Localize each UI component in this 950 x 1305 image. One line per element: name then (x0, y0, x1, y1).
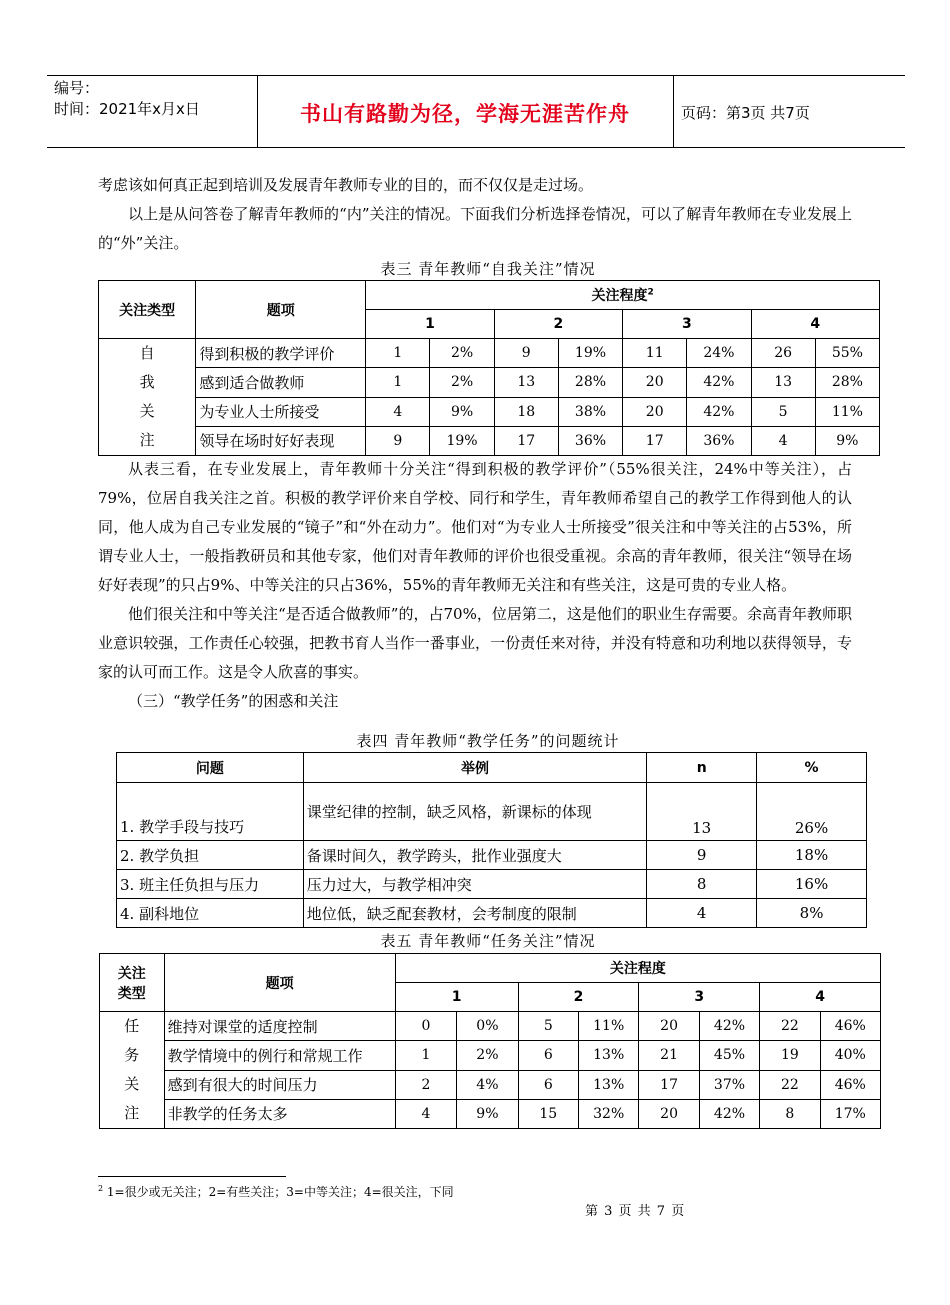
paragraph-3: 从表三看，在专业发展上，青年教师十分关注“得到积极的教学评价”（55%很关注，24%中等关注），占79%，位居自我关注之首。积极的教学评价来自学校、同行和学生，青年教师希望自己的教学工作得到他人的认同，他人成为自己专业发展的“镜子”和“外在动力”。他们对“为专业人士所接受”很关注和中等关注的占53%，所谓专业人士，一般指教研员和其他专家，他们对青年教师的评价也很受重视。余高的青年教师，很关注“领导在场好好表现”的只占9%、中等关注的只占36%，55%的青年教师无关注和有些关注，这是可贵的专业人格。 (98, 460, 852, 594)
table-cell: 21 (639, 1041, 699, 1070)
table-cell: 55% (815, 339, 879, 368)
table3-level-3: 3 (623, 310, 751, 339)
table5-group-label: 任 务 关 注 (100, 1012, 165, 1129)
table-cell: 36% (558, 426, 622, 455)
table3-level-4: 4 (751, 310, 879, 339)
table-cell: 8 (760, 1099, 820, 1128)
section-3-heading: （三）“教学任务”的困惑和关注 (128, 692, 339, 710)
table-cell: 11% (579, 1012, 639, 1041)
table-cell: 36% (687, 426, 751, 455)
table5-caption: 表五 青年教师“任务关注”情况 (380, 932, 596, 950)
analysis-paragraphs (98, 455, 852, 716)
table-cell: 45% (699, 1041, 759, 1070)
table-cell: 20 (623, 368, 687, 397)
table-cell: 0% (457, 1012, 518, 1041)
table-cell: 20 (639, 1099, 699, 1128)
table-cell: 15 (518, 1099, 578, 1128)
table-cell: 19 (760, 1041, 820, 1070)
header-meta (54, 78, 200, 120)
table3-caption: 表三 青年教师“自我关注”情况 (380, 260, 596, 278)
intro-paragraphs (98, 171, 852, 258)
table4-task-problems (116, 752, 867, 928)
table-cell: 17 (494, 426, 558, 455)
table-cell: 9 (366, 426, 430, 455)
table-cell: 4% (457, 1070, 518, 1099)
table-cell: 42% (687, 397, 751, 426)
table-cell: 42% (687, 368, 751, 397)
table-cell: 46% (820, 1012, 880, 1041)
table-cell: 5 (518, 1012, 578, 1041)
table-cell: 42% (699, 1099, 759, 1128)
table-cell: 13% (579, 1041, 639, 1070)
table-cell: 1 (366, 339, 430, 368)
table-row-problem: 4. 副科地位 (117, 899, 304, 928)
table-cell: 18% (757, 841, 867, 870)
table-cell: 46% (820, 1070, 880, 1099)
table4-header-percent: % (757, 753, 867, 783)
table-cell: 13 (751, 368, 815, 397)
table-cell: 8 (647, 870, 757, 899)
table-cell: 26% (757, 783, 867, 841)
table-cell: 5 (751, 397, 815, 426)
table-cell: 9 (494, 339, 558, 368)
table-cell: 28% (558, 368, 622, 397)
table3-level-2: 2 (494, 310, 622, 339)
table5-header-level: 关注程度 (395, 954, 880, 983)
doc-time-label: 时间：2021年x月x日 (54, 100, 200, 118)
table3-header-item: 题项 (196, 281, 366, 339)
table-row-item: 非教学的任务太多 (164, 1099, 395, 1128)
table-cell: 4 (366, 397, 430, 426)
table-cell: 26 (751, 339, 815, 368)
table-row-item: 领导在场时好好表现 (196, 426, 366, 455)
table-row-example: 地位低，缺乏配套教材，会考制度的限制 (303, 899, 647, 928)
footnote-rule (98, 1176, 286, 1177)
table-cell: 37% (699, 1070, 759, 1099)
table-cell: 4 (751, 426, 815, 455)
table-cell: 42% (699, 1012, 759, 1041)
table-cell: 1 (395, 1041, 456, 1070)
header-bottom-rule (47, 147, 905, 148)
table-row-item: 维持对课堂的适度控制 (164, 1012, 395, 1041)
table-row-item: 感到适合做教师 (196, 368, 366, 397)
table-cell: 22 (760, 1070, 820, 1099)
paragraph-4: 他们很关注和中等关注“是否适合做教师”的，占70%，位居第二，这是他们的职业生存需要。余高青年教师职业意识较强，工作责任心较强，把教书育人当作一番事业，一份责任来对待，并没有特意和功利地以获得领导，专家的认可而工作。这是令人欣喜的事实。 (98, 605, 852, 681)
table-cell: 32% (579, 1099, 639, 1128)
table-cell: 17% (820, 1099, 880, 1128)
table4-header-problem: 问题 (117, 753, 304, 783)
table-cell: 9% (430, 397, 494, 426)
page-footer: 第 3 页 共 7 页 (585, 1204, 686, 1219)
header-page-label: 页码：第3页 共7页 (681, 104, 810, 122)
table-row-problem: 1. 教学手段与技巧 (117, 783, 304, 841)
table-cell: 24% (687, 339, 751, 368)
table-cell: 18 (494, 397, 558, 426)
table-cell: 20 (639, 1012, 699, 1041)
table-cell: 4 (647, 899, 757, 928)
table-cell: 19% (558, 339, 622, 368)
table-cell: 19% (430, 426, 494, 455)
table5-header-item: 题项 (164, 954, 395, 1012)
table-cell: 1 (366, 368, 430, 397)
table3-self-concern (98, 280, 880, 456)
header-motto: 书山有路勤为径，学海无涯苦作舟 (300, 102, 630, 126)
table-row-example: 课堂纪律的控制，缺乏风格，新课标的体现 (303, 783, 647, 841)
table3-level-1: 1 (366, 310, 494, 339)
table4-caption: 表四 青年教师“教学任务”的问题统计 (356, 732, 620, 750)
paragraph-1: 考虑该如何真正起到培训及发展青年教师专业的目的，而不仅仅是走过场。 (98, 176, 594, 194)
table-cell: 2 (395, 1070, 456, 1099)
table-cell: 38% (558, 397, 622, 426)
table-cell: 16% (757, 870, 867, 899)
table-cell: 6 (518, 1070, 578, 1099)
table-row-problem: 3. 班主任负担与压力 (117, 870, 304, 899)
table3-header-level: 关注程度$^2$ (366, 281, 880, 310)
table3-header-type: 关注类型 (99, 281, 196, 339)
table-cell: 13 (647, 783, 757, 841)
table4-header-example: 举例 (303, 753, 647, 783)
table-cell: 2% (430, 339, 494, 368)
table5-level-2: 2 (518, 983, 639, 1012)
table-row-example: 压力过大，与教学相冲突 (303, 870, 647, 899)
table-cell: 9% (457, 1099, 518, 1128)
table-row-item: 教学情境中的例行和常规工作 (164, 1041, 395, 1070)
table5-task-concern (99, 953, 881, 1129)
table4-header-n: n (647, 753, 757, 783)
table-row-problem: 2. 教学负担 (117, 841, 304, 870)
footnote-mark: 2 (98, 1184, 104, 1193)
table-cell: 17 (639, 1070, 699, 1099)
table-row-item: 感到有很大的时间压力 (164, 1070, 395, 1099)
table-cell: 40% (820, 1041, 880, 1070)
header-top-rule (47, 75, 905, 76)
table-row-item: 得到积极的教学评价 (196, 339, 366, 368)
footnote (98, 1183, 454, 1200)
table-cell: 22 (760, 1012, 820, 1041)
table-cell: 6 (518, 1041, 578, 1070)
table-cell: 28% (815, 368, 879, 397)
table-cell: 20 (623, 397, 687, 426)
table-row-item: 为专业人士所接受 (196, 397, 366, 426)
paragraph-2: 以上是从问答卷了解青年教师的“内”关注的情况。下面我们分析选择卷情况，可以了解青年教师在专业发展上的“外”关注。 (98, 205, 852, 252)
table5-level-4: 4 (760, 983, 881, 1012)
table-cell: 11 (623, 339, 687, 368)
table-cell: 9 (647, 841, 757, 870)
table-cell: 2% (457, 1041, 518, 1070)
table-cell: 0 (395, 1012, 456, 1041)
doc-code-label: 编号： (54, 79, 100, 97)
table5-header-type: 关注 类型 (100, 954, 165, 1012)
table-cell: 11% (815, 397, 879, 426)
footnote-text: 1=很少或无关注；2=有些关注；3=中等关注；4=很关注，下同 (103, 1185, 454, 1199)
header-divider-right (673, 75, 674, 147)
table3-group-label: 自 我 关 注 (99, 339, 196, 456)
table-cell: 8% (757, 899, 867, 928)
table-cell: 9% (815, 426, 879, 455)
table5-level-1: 1 (395, 983, 518, 1012)
table-cell: 2% (430, 368, 494, 397)
table-cell: 17 (623, 426, 687, 455)
table-row-example: 备课时间久，教学跨头，批作业强度大 (303, 841, 647, 870)
table5-level-3: 3 (639, 983, 760, 1012)
table-cell: 13 (494, 368, 558, 397)
table-cell: 13% (579, 1070, 639, 1099)
table-cell: 4 (395, 1099, 456, 1128)
